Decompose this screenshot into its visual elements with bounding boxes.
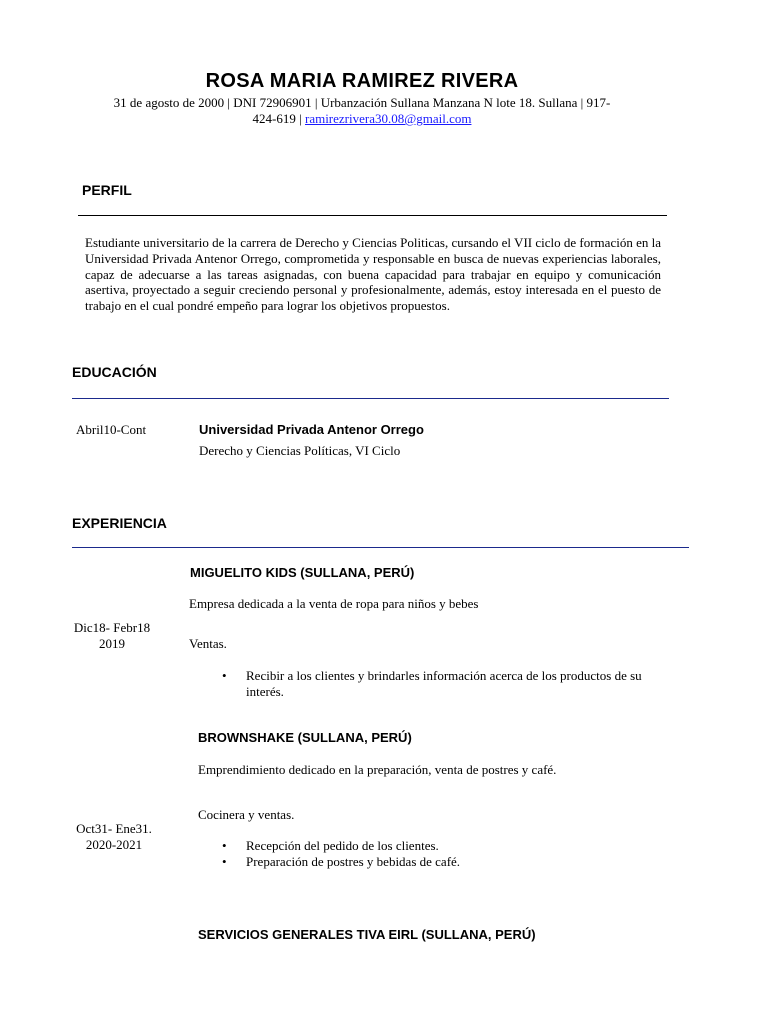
section-divider-perfil (78, 215, 667, 216)
section-divider-educacion (72, 398, 669, 399)
bullet-icon: • (222, 668, 227, 683)
job-duty-item (222, 668, 662, 700)
job-duty-text: Preparación de postres y bebidas de café. (246, 854, 461, 869)
job-role: Ventas. (189, 636, 227, 651)
contact-line-2-prefix: 424-619 | (252, 111, 305, 126)
job-date (60, 620, 164, 652)
education-school: Universidad Privada Antenor Orrego (199, 422, 424, 437)
job-title-brownshake: BROWNSHAKE (SULLANA, PERÚ) (198, 730, 412, 745)
job-date-line-1: Oct31- Ene31. (76, 821, 152, 836)
job-duty-item (222, 838, 662, 854)
job-duty-text: Recepción del pedido de los clientes. (246, 838, 439, 853)
section-heading-experiencia: EXPERIENCIA (72, 515, 167, 531)
job-duty-text: Recibir a los clientes y brindarles información acerca de los productos de su interés. (246, 668, 642, 699)
contact-info (80, 95, 644, 127)
resume-name: ROSA MARIA RAMIREZ RIVERA (205, 70, 519, 92)
job-date-line-1: Dic18- Febr18 (73, 620, 151, 635)
job-description: Empresa dedicada a la venta de ropa para niños y bebes (189, 596, 479, 611)
email-link[interactable]: ramirezrivera30.08@gmail.com (304, 111, 472, 126)
job-date-line-2: 2020-2021 (85, 837, 143, 852)
bullet-icon: • (222, 854, 227, 869)
section-heading-educacion: EDUCACIÓN (72, 364, 157, 380)
bullet-icon: • (222, 838, 227, 853)
job-title-miguelito-kids: MIGUELITO KIDS (SULLANA, PERÚ) (190, 565, 415, 580)
contact-line-1: 31 de agosto de 2000 | DNI 72906901 | Urbanzación Sullana Manzana N lote 18. Sullana | 917- (113, 95, 611, 110)
job-title-servicios-generales-tiva: SERVICIOS GENERALES TIVA EIRL (SULLANA, PERÚ) (198, 927, 536, 942)
section-heading-perfil: PERFIL (82, 182, 132, 198)
job-duties-list (222, 668, 662, 700)
profile-text: Estudiante universitario de la carrera de Derecho y Ciencias Politicas, cursando el VII ciclo de formación en la Universidad Privada Antenor Orrego, comprometida y responsable en busca de nuevas experiencias laborales, capaz de adecuarse a las tareas asignadas, con buena capacidad para trabajar en equipo y comunicación asertiva, proyectado a seguir creciendo personal y profesionalmente, además, estoy interesada en el puesto de trabajo en el cual pondré empeño para lograr los objetivos propuestos. (85, 235, 661, 314)
education-date: Abril10-Cont (76, 422, 147, 437)
job-duty-item (222, 854, 662, 870)
job-description: Emprendimiento dedicado en la preparación, venta de postres y café. (198, 762, 557, 777)
job-date-line-2: 2019 (99, 636, 125, 651)
job-role: Cocinera y ventas. (198, 807, 295, 822)
job-date (62, 821, 166, 853)
job-duties-list (222, 838, 662, 870)
section-divider-experiencia (72, 547, 689, 548)
education-degree: Derecho y Ciencias Políticas, VI Ciclo (199, 443, 401, 458)
